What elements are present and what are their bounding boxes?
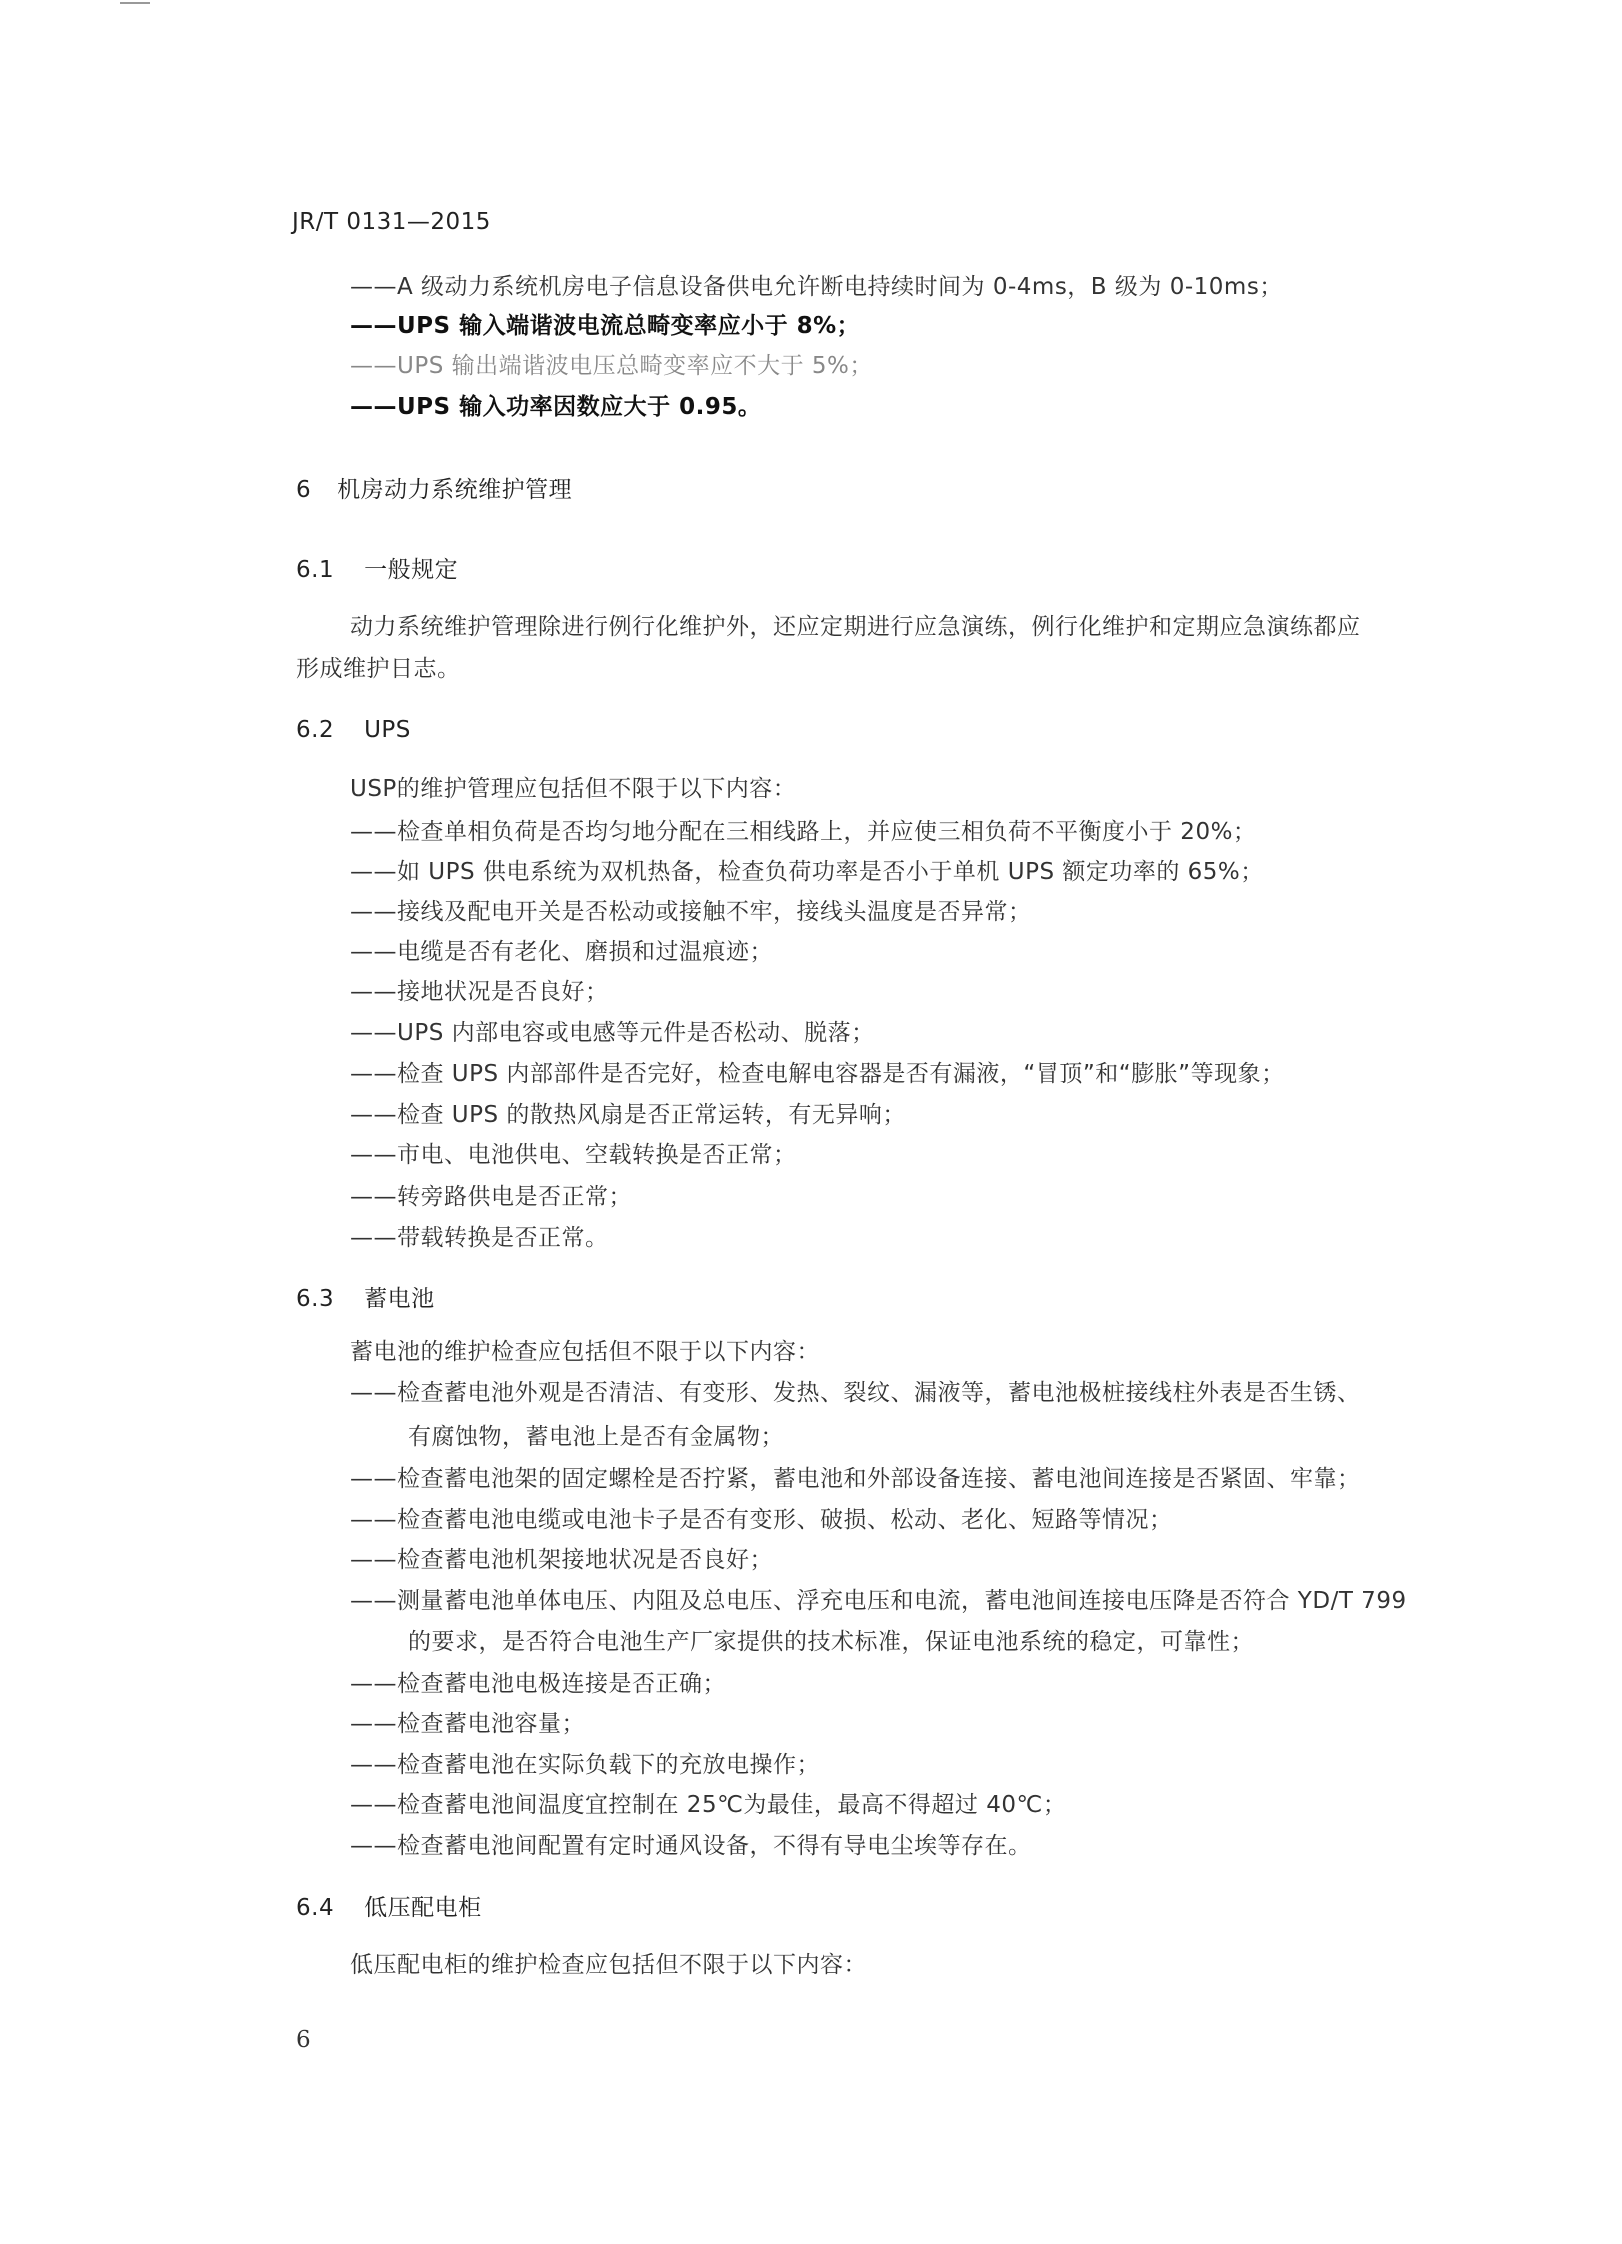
paragraph: 动力系统维护管理除进行例行化维护外，还应定期进行应急演练，例行化维护和定期应急演练都应 bbox=[350, 614, 1361, 640]
paragraph: 形成维护日志。 bbox=[296, 656, 461, 682]
list-item: ——测量蓄电池单体电压、内阻及总电压、浮充电压和电流，蓄电池间连接电压降是否符合 YD/T 799 bbox=[350, 1588, 1407, 1614]
list-item: ——接线及配电开关是否松动或接触不牢，接线头温度是否异常； bbox=[350, 899, 1032, 925]
page-number: 6 bbox=[296, 2027, 312, 2053]
list-item: ——市电、电池供电、空载转换是否正常； bbox=[350, 1142, 797, 1168]
list-item: ——检查 UPS 的散热风扇是否正常运转，有无异响； bbox=[350, 1102, 906, 1128]
document-header: JR/T 0131—2015 bbox=[292, 209, 491, 235]
section-number: 6.1 bbox=[296, 557, 335, 583]
list-item: ——接地状况是否良好； bbox=[350, 979, 609, 1005]
list-item: ——A 级动力系统机房电子信息设备供电允许断电持续时间为 0-4ms，B 级为 0-10ms； bbox=[350, 274, 1283, 300]
section-number: 6.3 bbox=[296, 1286, 335, 1312]
list-item: ——转旁路供电是否正常； bbox=[350, 1184, 632, 1210]
list-item: ——检查 UPS 内部部件是否完好，检查电解电容器是否有漏液，“冒顶”和“膨胀”等现象； bbox=[350, 1061, 1285, 1087]
paragraph: 低压配电柜的维护检查应包括但不限于以下内容： bbox=[350, 1952, 867, 1978]
section-6-3-heading bbox=[296, 1284, 435, 1314]
section-6-4-heading bbox=[296, 1893, 482, 1923]
section-6-2-heading bbox=[296, 715, 411, 745]
list-item: ——检查蓄电池电极连接是否正确； bbox=[350, 1671, 726, 1697]
list-item: ——检查蓄电池间配置有定时通风设备，不得有导电尘埃等存在。 bbox=[350, 1833, 1032, 1859]
list-item-continuation: 有腐蚀物，蓄电池上是否有金属物； bbox=[408, 1424, 784, 1450]
list-item: ——检查蓄电池在实际负载下的充放电操作； bbox=[350, 1752, 820, 1778]
scan-mark bbox=[120, 2, 150, 4]
list-item: ——检查蓄电池架的固定螺栓是否拧紧，蓄电池和外部设备连接、蓄电池间连接是否紧固、牢靠； bbox=[350, 1466, 1361, 1492]
section-title: 机房动力系统维护管理 bbox=[337, 477, 573, 503]
section-title: UPS bbox=[364, 717, 411, 743]
list-item: ——检查蓄电池间温度宜控制在 25℃为最佳，最高不得超过 40℃； bbox=[350, 1792, 1067, 1818]
list-item: ——UPS 输入功率因数应大于 0.95。 bbox=[350, 394, 762, 420]
section-title: 低压配电柜 bbox=[364, 1895, 482, 1921]
section-title: 蓄电池 bbox=[364, 1286, 435, 1312]
list-item: ——带载转换是否正常。 bbox=[350, 1225, 609, 1251]
section-number: 6.2 bbox=[296, 717, 335, 743]
paragraph: 蓄电池的维护检查应包括但不限于以下内容： bbox=[350, 1339, 820, 1365]
list-item: ——检查单相负荷是否均匀地分配在三相线路上，并应使三相负荷不平衡度小于 20%； bbox=[350, 819, 1257, 845]
list-item: ——检查蓄电池机架接地状况是否良好； bbox=[350, 1547, 773, 1573]
list-item: ——检查蓄电池外观是否清洁、有变形、发热、裂纹、漏液等，蓄电池极桩接线柱外表是否生锈、 bbox=[350, 1380, 1361, 1406]
section-title: 一般规定 bbox=[364, 557, 459, 583]
list-item: ——电缆是否有老化、磨损和过温痕迹； bbox=[350, 939, 773, 965]
list-item: ——UPS 输出端谐波电压总畸变率应不大于 5%； bbox=[350, 353, 873, 379]
list-item: ——UPS 内部电容或电感等元件是否松动、脱落； bbox=[350, 1020, 875, 1046]
list-item-continuation: 的要求，是否符合电池生产厂家提供的技术标准，保证电池系统的稳定，可靠性； bbox=[408, 1629, 1254, 1655]
section-6-1-heading bbox=[296, 555, 458, 585]
section-number: 6 bbox=[296, 477, 312, 503]
section-number: 6.4 bbox=[296, 1895, 335, 1921]
list-item: ——检查蓄电池容量； bbox=[350, 1711, 585, 1737]
list-item: ——检查蓄电池电缆或电池卡子是否有变形、破损、松动、老化、短路等情况； bbox=[350, 1507, 1173, 1533]
list-item: ——如 UPS 供电系统为双机热备，检查负荷功率是否小于单机 UPS 额定功率的 65%； bbox=[350, 859, 1264, 885]
paragraph: USP的维护管理应包括但不限于以下内容： bbox=[350, 776, 797, 802]
section-6-heading bbox=[296, 475, 572, 505]
list-item: ——UPS 输入端谐波电流总畸变率应小于 8%； bbox=[350, 313, 861, 339]
